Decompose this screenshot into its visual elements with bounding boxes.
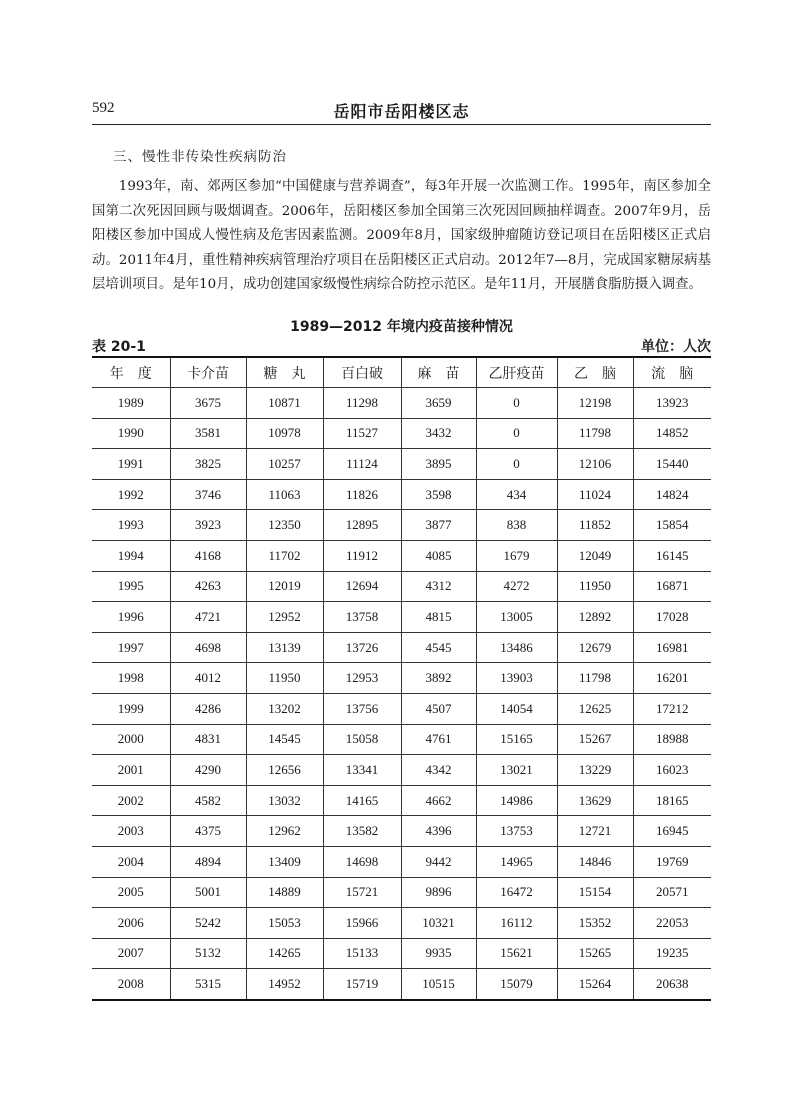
table-cell: 13753 [476,816,557,847]
table-cell: 13202 [246,693,323,724]
year-cell: 1990 [92,418,170,449]
table-number: 表 20-1 [92,339,146,355]
year-cell: 1995 [92,571,170,602]
table-cell: 4263 [170,571,246,602]
table-cell: 16945 [633,816,711,847]
table-title: 1989—2012 年境内疫苗接种情况 [290,319,513,335]
table-cell: 14165 [323,785,401,816]
table-cell: 18988 [633,724,711,755]
table-cell: 12953 [323,663,401,694]
table-row [92,877,711,908]
table-cell: 4272 [476,571,557,602]
table-cell: 4312 [401,571,476,602]
year-cell: 2005 [92,877,170,908]
year-cell: 1997 [92,632,170,663]
table-cell: 4012 [170,663,246,694]
table-cell: 4582 [170,785,246,816]
table-row [92,846,711,877]
table-cell: 13758 [323,602,401,633]
table-cell: 3581 [170,418,246,449]
table-row [92,571,711,602]
column-header: 百白破 [323,357,401,388]
table-cell: 10871 [246,388,323,419]
table-cell: 19769 [633,846,711,877]
table-cell: 0 [476,388,557,419]
table-cell: 3877 [401,510,476,541]
table-cell: 4831 [170,724,246,755]
table-cell: 16145 [633,540,711,571]
table-cell: 3598 [401,479,476,510]
table-cell: 434 [476,479,557,510]
year-cell: 2003 [92,816,170,847]
table-cell: 13021 [476,755,557,786]
table-cell: 14824 [633,479,711,510]
table-cell: 11063 [246,479,323,510]
table-row [92,755,711,786]
table-cell: 13032 [246,785,323,816]
table-cell: 14846 [557,846,633,877]
table-cell: 15154 [557,877,633,908]
table-cell: 11124 [323,449,401,480]
year-cell: 1993 [92,510,170,541]
table-unit: 单位：人次 [641,339,711,355]
table-cell: 4286 [170,693,246,724]
table-cell: 14698 [323,846,401,877]
table-row [92,449,711,480]
table-cell: 3825 [170,449,246,480]
table-cell: 12106 [557,449,633,480]
year-cell: 2002 [92,785,170,816]
year-cell: 2004 [92,846,170,877]
table-row [92,785,711,816]
table-cell: 15854 [633,510,711,541]
table-cell: 14889 [246,877,323,908]
table-cell: 18165 [633,785,711,816]
table-cell: 1679 [476,540,557,571]
column-header: 流 脑 [633,357,711,388]
table-cell: 4761 [401,724,476,755]
table-row [92,388,711,419]
year-cell: 2008 [92,969,170,1000]
table-cell: 3432 [401,418,476,449]
table-cell: 11702 [246,540,323,571]
table-cell: 15966 [323,908,401,939]
table-cell: 11298 [323,388,401,419]
table-cell: 15721 [323,877,401,908]
table-cell: 12625 [557,693,633,724]
table-cell: 12952 [246,602,323,633]
table-cell: 13409 [246,846,323,877]
column-header: 卡介苗 [170,357,246,388]
column-header: 乙肝疫苗 [476,357,557,388]
table-cell: 3746 [170,479,246,510]
table-cell: 16981 [633,632,711,663]
table-cell: 22053 [633,908,711,939]
column-header: 麻 苗 [401,357,476,388]
table-row [92,540,711,571]
table-cell: 10257 [246,449,323,480]
table-cell: 14545 [246,724,323,755]
table-cell: 5315 [170,969,246,1000]
year-cell: 2000 [92,724,170,755]
table-cell: 11912 [323,540,401,571]
table-cell: 12350 [246,510,323,541]
table-row [92,816,711,847]
page-number: 592 [92,100,115,116]
table-cell: 16112 [476,908,557,939]
table-cell: 11852 [557,510,633,541]
table-cell: 14952 [246,969,323,1000]
table-cell: 15719 [323,969,401,1000]
table-cell: 14265 [246,938,323,969]
table-cell: 12019 [246,571,323,602]
table-cell: 12679 [557,632,633,663]
table-cell: 11527 [323,418,401,449]
table-cell: 13582 [323,816,401,847]
table-cell: 4396 [401,816,476,847]
table-cell: 13139 [246,632,323,663]
table-cell: 3675 [170,388,246,419]
table-cell: 10321 [401,908,476,939]
table-cell: 10978 [246,418,323,449]
table-row [92,510,711,541]
table-cell: 12895 [323,510,401,541]
table-cell: 3923 [170,510,246,541]
column-header: 乙 脑 [557,357,633,388]
table-cell: 11826 [323,479,401,510]
column-header: 年 度 [92,357,170,388]
table-cell: 15352 [557,908,633,939]
table-body [92,388,711,1000]
section-heading: 三、慢性非传染性疾病防治 [113,149,287,165]
table-cell: 15267 [557,724,633,755]
table-cell: 14965 [476,846,557,877]
table-cell: 4698 [170,632,246,663]
table-row [92,938,711,969]
table-cell: 12198 [557,388,633,419]
table-cell: 4375 [170,816,246,847]
table-cell: 4168 [170,540,246,571]
table-row [92,632,711,663]
section-paragraph: 1993年，南、郊两区参加“中国健康与营养调查”，每3年开展一次监测工作。1995年，南区参加全国第二次死因回顾与吸烟调查。2006年，岳阳楼区参加全国第三次死因回顾抽样调查。2007年9月，岳阳楼区参加中国成人慢性病及危害因素监测。2009年8月，国家级肿瘤随访登记项目在岳阳楼区正式启动。2011年4月，重性精神疾病管理治疗项目在岳阳楼区正式启动。2012年7—8月，完成国家糖尿病基层培训项目。是年10月，成功创建国家级慢性病综合防控示范区。是年11月，开展膳食脂肪摄入调查。 [92,179,711,293]
table-cell: 15165 [476,724,557,755]
table-cell: 15058 [323,724,401,755]
table-cell: 13005 [476,602,557,633]
table-cell: 15440 [633,449,711,480]
table-cell: 12892 [557,602,633,633]
table-row [92,602,711,633]
table-header-row [92,357,711,388]
table-cell: 14852 [633,418,711,449]
vaccination-table [92,356,711,1001]
table-cell: 5001 [170,877,246,908]
table-cell: 5242 [170,908,246,939]
year-cell: 2007 [92,938,170,969]
table-cell: 13629 [557,785,633,816]
year-cell: 1996 [92,602,170,633]
table-cell: 20638 [633,969,711,1000]
year-cell: 1992 [92,479,170,510]
table-cell: 12962 [246,816,323,847]
table-cell: 16472 [476,877,557,908]
table-cell: 17028 [633,602,711,633]
year-cell: 1998 [92,663,170,694]
table-cell: 15053 [246,908,323,939]
table-cell: 5132 [170,938,246,969]
table-cell: 13341 [323,755,401,786]
table-cell: 12656 [246,755,323,786]
table-cell: 12049 [557,540,633,571]
table-cell: 838 [476,510,557,541]
table-cell: 16201 [633,663,711,694]
table-row [92,969,711,1000]
table-cell: 16023 [633,755,711,786]
table-cell: 13486 [476,632,557,663]
year-cell: 2006 [92,908,170,939]
table-cell: 13726 [323,632,401,663]
table-cell: 15265 [557,938,633,969]
table-cell: 11950 [557,571,633,602]
table-cell: 4662 [401,785,476,816]
table-cell: 12721 [557,816,633,847]
table-cell: 4342 [401,755,476,786]
table-cell: 3892 [401,663,476,694]
table-row [92,418,711,449]
table-cell: 9896 [401,877,476,908]
table-row [92,663,711,694]
table-cell: 3659 [401,388,476,419]
table-cell: 3895 [401,449,476,480]
book-title: 岳阳市岳阳楼区志 [333,102,470,121]
table-cell: 11798 [557,418,633,449]
table-cell: 15264 [557,969,633,1000]
table-cell: 10515 [401,969,476,1000]
table-cell: 4815 [401,602,476,633]
year-cell: 1994 [92,540,170,571]
table-cell: 19235 [633,938,711,969]
table-cell: 4545 [401,632,476,663]
table-row [92,693,711,724]
table-cell: 15133 [323,938,401,969]
running-header [92,96,711,125]
table-cell: 4894 [170,846,246,877]
year-cell: 2001 [92,755,170,786]
table-cell: 9442 [401,846,476,877]
table-cell: 16871 [633,571,711,602]
table-cell: 4085 [401,540,476,571]
table-cell: 4721 [170,602,246,633]
table-cell: 4290 [170,755,246,786]
table-row [92,479,711,510]
table-cell: 13923 [633,388,711,419]
table-cell: 13756 [323,693,401,724]
table-cell: 11798 [557,663,633,694]
table-cell: 14986 [476,785,557,816]
table-cell: 0 [476,449,557,480]
column-header: 糖 丸 [246,357,323,388]
table-cell: 11024 [557,479,633,510]
table-cell: 4507 [401,693,476,724]
table-cell: 13229 [557,755,633,786]
table-row [92,908,711,939]
table-cell: 11950 [246,663,323,694]
table-cell: 0 [476,418,557,449]
table-cell: 14054 [476,693,557,724]
table-cell: 17212 [633,693,711,724]
table-cell: 13903 [476,663,557,694]
table-cell: 9935 [401,938,476,969]
table-row [92,724,711,755]
year-cell: 1999 [92,693,170,724]
table-cell: 15079 [476,969,557,1000]
table-cell: 15621 [476,938,557,969]
table-cell: 12694 [323,571,401,602]
table-cell: 20571 [633,877,711,908]
year-cell: 1991 [92,449,170,480]
year-cell: 1989 [92,388,170,419]
